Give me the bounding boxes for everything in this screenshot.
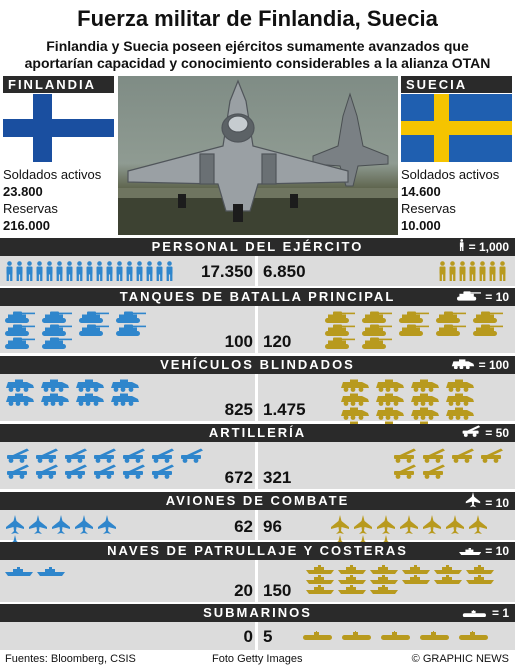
artillery-icon: [461, 425, 482, 437]
fighter-jet-icon: [28, 515, 48, 535]
patrol-ship-icon: [434, 575, 462, 584]
artillery-icon: [34, 464, 60, 479]
tank-icon: [5, 337, 35, 349]
soldier-icon: [468, 261, 477, 281]
artillery-icon: [121, 448, 147, 463]
patrol-ship-icon: [370, 575, 398, 584]
sources-note: Fuentes: Bloomberg, CSIS: [5, 653, 136, 665]
tank-icon: [42, 324, 72, 336]
artillery-icon: [421, 464, 447, 479]
sweden-tanques-value: 120: [263, 332, 292, 351]
artillery-icon: [150, 464, 176, 479]
section-submarinos-title: SUBMARINOS: [203, 605, 312, 620]
finland-artilleria-value: 672: [224, 468, 253, 487]
section-submarinos-key: [462, 604, 509, 622]
finland-vehicle-icons: [5, 378, 145, 406]
soldier-icon: [448, 261, 457, 281]
armored-vehicle-icon: [5, 393, 35, 406]
section-aviones-panel: [0, 510, 515, 540]
patrol-ship-icon: [306, 565, 334, 574]
submarine-icon: [462, 604, 488, 622]
finland-reserve-value: 216.000: [3, 218, 50, 233]
section-aviones-title: AVIONES DE COMBATE: [165, 493, 350, 508]
finland-active-label: Soldados activos: [3, 167, 102, 182]
soldier-icon: [498, 261, 507, 281]
tank-icon: [325, 337, 355, 349]
patrol-ship-icon: [466, 575, 494, 584]
section-artilleria-panel: [0, 442, 515, 489]
soldier-icon: [478, 261, 487, 281]
sweden-stats: [401, 166, 512, 234]
section-submarinos-panel: [0, 622, 515, 650]
tank-icon: [457, 288, 481, 306]
section-personal-key: [459, 238, 509, 256]
section-personal-title: PERSONAL DEL EJÉRCITO: [151, 239, 364, 254]
submarine-icon: [458, 631, 490, 640]
artillery-icon: [479, 448, 505, 463]
tank-icon: [325, 324, 355, 336]
armored-vehicle-icon: [75, 379, 105, 392]
armored-vehicle-icon: [410, 379, 440, 392]
section-tanques-title: TANQUES DE BATALLA PRINCIPAL: [119, 289, 396, 304]
patrol-ship-icon: [459, 542, 481, 560]
tank-icon: [436, 324, 466, 336]
soldier-icon: [35, 261, 44, 281]
fighter-jet-icon: [51, 515, 71, 535]
section-tanques-key: [457, 288, 509, 306]
section-tanques-panel: [0, 306, 515, 353]
section-vehiculos-key: [451, 356, 509, 374]
finland-artillery-icons: [5, 447, 210, 479]
soldier-icon: [458, 261, 467, 281]
artillery-icon: [5, 464, 31, 479]
copyright: © GRAPHIC NEWS: [411, 653, 509, 665]
tank-icon: [473, 324, 503, 336]
fighter-jet-icon: [445, 515, 465, 535]
patrol-ship-icon: [466, 565, 494, 574]
sweden-tank-icons: [325, 310, 513, 349]
soldier-icon: [438, 261, 447, 281]
soldier-icon: [5, 261, 14, 281]
tank-icon: [5, 311, 35, 323]
section-tanques-header: [0, 288, 515, 306]
soldier-icon: [488, 261, 497, 281]
center-divider: [255, 374, 258, 421]
finland-naves-value: 20: [234, 581, 253, 600]
tank-icon: [362, 324, 392, 336]
photo-credit: Foto Getty Images: [212, 653, 303, 665]
artillery-icon: [392, 464, 418, 479]
sweden-reserve-value: 10.000: [401, 218, 441, 233]
soldier-icon: [459, 239, 464, 251]
finland-flag-icon: [3, 94, 114, 162]
sweden-naves-value: 150: [263, 581, 292, 600]
armored-vehicle-icon: [375, 393, 405, 406]
sweden-submarinos-value: 5: [263, 627, 273, 646]
tank-icon: [79, 311, 109, 323]
armored-vehicle-icon: [375, 407, 405, 420]
sweden-panel: [401, 76, 512, 234]
center-divider: [255, 306, 258, 353]
sweden-name: SUECIA: [401, 76, 512, 93]
section-vehiculos-header: [0, 356, 515, 374]
artillery-icon: [34, 448, 60, 463]
tank-icon: [116, 311, 146, 323]
finland-tank-icons: [5, 310, 155, 349]
section-submarinos-unit: = 1: [491, 606, 509, 620]
artillery-icon: [450, 448, 476, 463]
artillery-icon: [179, 448, 205, 463]
finland-tanques-value: 100: [224, 332, 253, 351]
armored-vehicle-icon: [110, 379, 140, 392]
soldier-icon: [55, 261, 64, 281]
soldier-icon: [145, 261, 154, 281]
tank-icon: [399, 311, 429, 323]
armored-vehicle-icon: [445, 393, 475, 406]
submarine-icon: [341, 631, 373, 640]
artillery-icon: [121, 464, 147, 479]
finland-reserve-label: Reservas: [3, 201, 58, 216]
armored-vehicle-icon: [445, 379, 475, 392]
patrol-ship-icon: [306, 575, 334, 584]
tank-icon: [457, 291, 481, 301]
fighter-jet-icon: [399, 515, 419, 535]
soldier-icon: [105, 261, 114, 281]
tank-icon: [325, 311, 355, 323]
section-aviones-unit: = 10: [485, 495, 509, 510]
section-naves-unit: = 10: [485, 544, 509, 558]
section-vehiculos-title: VEHÍCULOS BLINDADOS: [160, 357, 355, 372]
tank-icon: [116, 324, 146, 336]
artillery-icon: [92, 464, 118, 479]
fighter-jet-icon: [330, 515, 350, 535]
sweden-submarine-icons: [302, 630, 513, 640]
armored-vehicle-icon: [75, 393, 105, 406]
submarine-icon: [419, 631, 451, 640]
sweden-artilleria-value: 321: [263, 468, 292, 487]
section-artilleria-title: ARTILLERÍA: [208, 425, 307, 440]
tank-icon: [5, 324, 35, 336]
tank-icon: [42, 311, 72, 323]
soldier-icon: [85, 261, 94, 281]
tank-icon: [42, 337, 72, 349]
fighter-jet-icon: [422, 515, 442, 535]
section-naves-panel: [0, 560, 515, 602]
armored-vehicle-icon: [40, 379, 70, 392]
section-vehiculos-unit: = 100: [478, 358, 509, 372]
soldier-icon: [125, 261, 134, 281]
section-artilleria-key: [461, 424, 510, 442]
artillery-icon: [461, 424, 482, 442]
sweden-flag-icon: [401, 94, 512, 162]
page-title: Fuerza militar de Finlandia, Suecia: [77, 6, 438, 31]
tank-icon: [79, 324, 109, 336]
center-divider: [255, 442, 258, 489]
section-personal-header: [0, 238, 515, 256]
sweden-reserve-label: Reservas: [401, 201, 456, 216]
patrol-ship-icon: [306, 585, 334, 594]
section-artilleria-unit: = 50: [485, 426, 509, 440]
armored-vehicle-icon: [340, 407, 370, 420]
soldier-icon: [459, 238, 464, 256]
armored-vehicle-icon: [40, 393, 70, 406]
fighter-jet-icon: [97, 515, 117, 535]
artillery-icon: [63, 448, 89, 463]
subtitle-line-2: aportarían capacidad y conocimiento considerables a la alianza OTAN: [24, 55, 491, 71]
fighter-jet-icon: [353, 515, 373, 535]
section-naves-title: NAVES DE PATRULLAJE Y COSTERAS: [107, 543, 408, 558]
finland-aviones-value: 62: [234, 517, 253, 536]
section-vehiculos-panel: [0, 374, 515, 421]
sweden-aviones-value: 96: [263, 517, 282, 536]
center-divider: [255, 510, 258, 540]
section-naves-key: [459, 542, 509, 560]
soldier-icon: [45, 261, 54, 281]
finland-soldier-icons: [5, 260, 190, 281]
patrol-ship-icon: [434, 565, 462, 574]
armored-vehicle-icon: [110, 393, 140, 406]
artillery-icon: [421, 448, 447, 463]
center-divider: [255, 256, 258, 286]
finland-stats: [3, 166, 114, 234]
center-divider: [255, 622, 258, 650]
subtitle-line-1: Finlandia y Suecia poseen ejércitos sumamente avanzados que: [46, 38, 469, 54]
armored-vehicle-icon: [410, 407, 440, 420]
sweden-personal-value: 6.850: [263, 262, 306, 281]
tank-icon: [473, 311, 503, 323]
sweden-vehiculos-value: 1.475: [263, 400, 306, 419]
finland-personal-value: 17.350: [201, 262, 253, 281]
finland-name: FINLANDIA: [3, 76, 114, 93]
patrol-ship-icon: [37, 567, 65, 576]
tank-icon: [362, 311, 392, 323]
finland-ship-icons: [5, 566, 105, 576]
section-personal-unit: = 1,000: [468, 240, 509, 254]
armored-vehicle-icon: [375, 379, 405, 392]
sweden-active-value: 14.600: [401, 184, 441, 199]
sweden-ship-icons: [306, 564, 513, 594]
artillery-icon: [63, 464, 89, 479]
jet-image: [118, 76, 398, 235]
sweden-active-label: Soldados activos: [401, 167, 500, 182]
finland-active-value: 23.800: [3, 184, 43, 199]
soldier-icon: [75, 261, 84, 281]
subtitle: [0, 38, 515, 72]
soldier-icon: [25, 261, 34, 281]
fighter-jet-icon: [465, 492, 481, 508]
section-tanques-unit: = 10: [485, 290, 509, 304]
submarine-icon: [302, 631, 334, 640]
section-aviones-header: [0, 492, 515, 510]
artillery-icon: [5, 448, 31, 463]
patrol-ship-icon: [402, 575, 430, 584]
sweden-artillery-icons: [392, 447, 512, 479]
fighter-jets-photo: [118, 76, 398, 235]
patrol-ship-icon: [338, 585, 366, 594]
armored-vehicle-icon: [445, 407, 475, 420]
section-artilleria-header: [0, 424, 515, 442]
soldier-icon: [135, 261, 144, 281]
armored-vehicle-icon: [451, 356, 475, 374]
finland-panel: [3, 76, 114, 234]
armored-vehicle-icon: [410, 393, 440, 406]
artillery-icon: [150, 448, 176, 463]
finland-vehiculos-value: 825: [224, 400, 253, 419]
patrol-ship-icon: [402, 565, 430, 574]
patrol-ship-icon: [338, 575, 366, 584]
patrol-ship-icon: [338, 565, 366, 574]
armored-vehicle-icon: [340, 393, 370, 406]
patrol-ship-icon: [459, 548, 481, 555]
patrol-ship-icon: [370, 565, 398, 574]
fighter-jet-icon: [468, 515, 488, 535]
sweden-soldier-icons: [438, 260, 510, 281]
fighter-jet-icon: [74, 515, 94, 535]
armored-vehicle-icon: [451, 359, 475, 369]
soldier-icon: [95, 261, 104, 281]
section-submarinos-header: [0, 604, 515, 622]
patrol-ship-icon: [370, 585, 398, 594]
patrol-ship-icon: [5, 567, 33, 576]
tank-icon: [362, 337, 392, 349]
finland-submarinos-value: 0: [243, 627, 253, 646]
section-personal-panel: [0, 256, 515, 286]
artillery-icon: [92, 448, 118, 463]
artillery-icon: [392, 448, 418, 463]
soldier-icon: [155, 261, 164, 281]
soldier-icon: [165, 261, 174, 281]
soldier-icon: [15, 261, 24, 281]
center-divider: [255, 560, 258, 602]
section-naves-header: [0, 542, 515, 560]
fighter-jet-icon: [5, 515, 25, 535]
armored-vehicle-icon: [5, 379, 35, 392]
armored-vehicle-icon: [340, 379, 370, 392]
submarine-icon: [462, 610, 488, 617]
soldier-icon: [65, 261, 74, 281]
soldier-icon: [115, 261, 124, 281]
tank-icon: [399, 324, 429, 336]
tank-icon: [436, 311, 466, 323]
submarine-icon: [380, 631, 412, 640]
fighter-jet-icon: [376, 515, 396, 535]
